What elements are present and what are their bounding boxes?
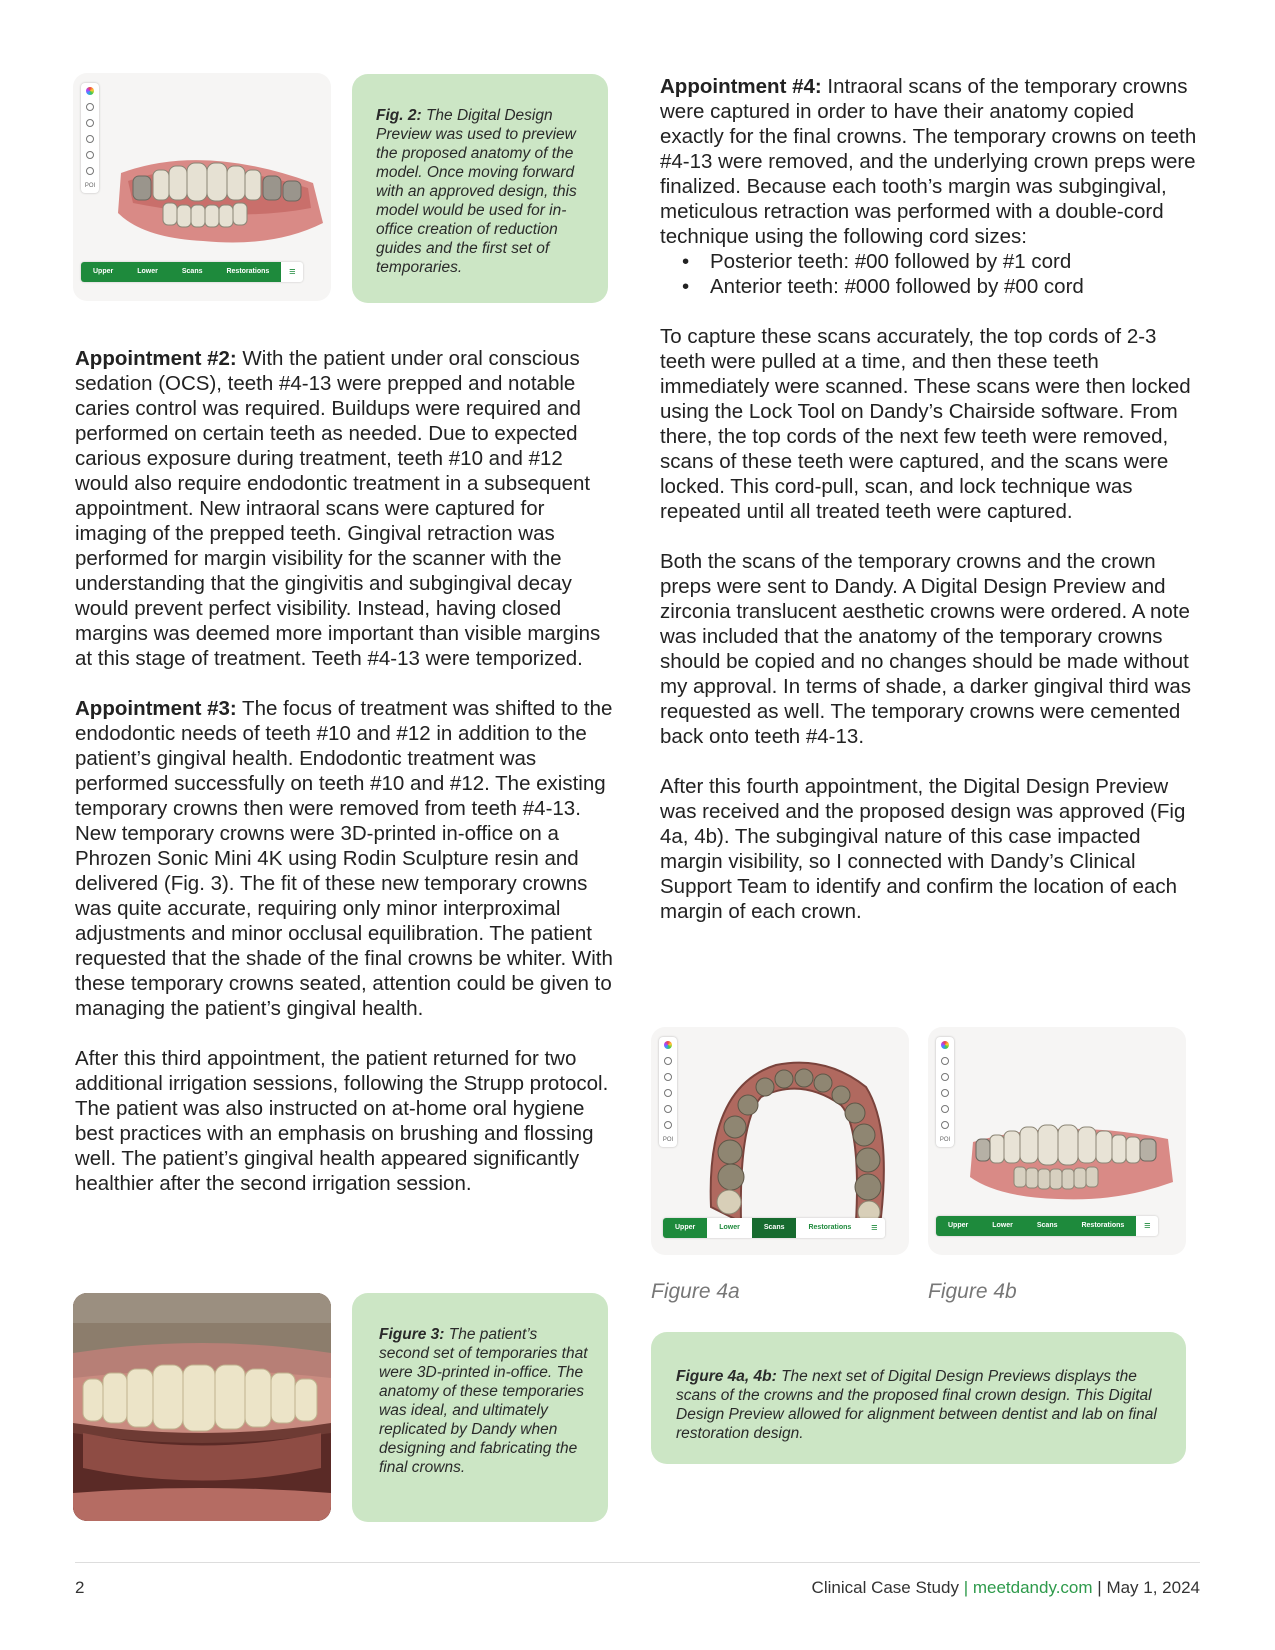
fig4-caption-label: Figure 4a, 4b: — [676, 1368, 777, 1385]
viewer-tabbar — [663, 1218, 885, 1238]
viewer-tabbar — [936, 1216, 1158, 1236]
tab-upper[interactable]: Upper — [663, 1218, 707, 1238]
footer-date: May 1, 2024 — [1106, 1578, 1200, 1597]
menu-icon[interactable]: ≡ — [289, 266, 296, 278]
list-item: • Anterior teeth: #000 followed by #00 cord — [660, 274, 1200, 299]
tab-restorations[interactable]: Restorations — [214, 262, 281, 282]
fig2-caption-box — [352, 74, 608, 303]
tab-restorations[interactable]: Restorations — [796, 1218, 863, 1238]
footer-separator: | — [963, 1578, 969, 1597]
fig2-caption-text: The Digital Design Preview was used to preview the proposed anatomy of the model. Once moving forward with an approved design, this model would be used for in-office creation of reduction guides and the first set of temporaries. — [376, 107, 577, 276]
fig2-viewer — [73, 73, 331, 301]
right-column — [660, 74, 1200, 924]
fig2-caption — [376, 106, 594, 277]
footer-doc-title: Clinical Case Study — [811, 1578, 959, 1597]
fig4b-viewer — [928, 1027, 1186, 1255]
tab-scans[interactable]: Scans — [170, 262, 215, 282]
appointment-4-paragraph — [660, 74, 1200, 249]
tab-upper[interactable]: Upper — [936, 1216, 980, 1236]
fig3-photo — [73, 1293, 331, 1521]
fig4-caption-text: The next set of Digital Design Previews displays the scans of the crowns and the proposed final crown design. This Digital Design Preview allowed for alignment between dentist and lab on final restoration design. — [676, 1368, 1157, 1442]
appointment-3-text: The focus of treatment was shifted to the endodontic needs of teeth #10 and #12 in addition to the patient’s gingival health. Endodontic treatment was performed successfully on teeth #10 and #12. The existing temporary crowns then were removed from teeth #4-13. New temporary crowns were 3D-printed in-office on a Phrozen Sonic Mini 4K using Rodin Sculpture resin and delivered (Fig. 3). The fit of these new temporary crowns was quite accurate, requiring only minor interproximal adjustments and minor occlusal equilibration. The patient requested that the shade of the final crowns be whiter. With these temporary crowns seated, attention could be given to managing the patient’s gingival health. — [75, 697, 613, 1020]
capture-paragraph: To capture these scans accurately, the top cords of 2-3 teeth were pulled at a time, and then these teeth immediately were scanned. These scans were then locked using the Lock Tool on Dandy’s Chairside software. From there, the top cords of the next few teeth were removed, scans of these teeth were captured, and the scans were locked. This cord-pull, scan, and lock technique was repeated until all treated teeth were captured. — [660, 325, 1191, 523]
menu-icon[interactable]: ≡ — [1144, 1220, 1151, 1232]
page-number: 2 — [75, 1578, 85, 1597]
fig2-caption-label: Fig. 2: — [376, 107, 422, 124]
fig3-caption-box — [352, 1293, 608, 1522]
list-item: • Posterior teeth: #00 followed by #1 cord — [660, 249, 1200, 274]
tab-lower[interactable]: Lower — [125, 262, 170, 282]
appointment-2-text: With the patient under oral conscious sedation (OCS), teeth #4-13 were prepped and notable caries control was required. Buildups were required and performed on certain teeth as needed. Due to expected carious exposure during treatment, teeth #10 and #12 would also require endodontic treatment in a subsequent appointment. New intraoral scans were captured for imaging of the prepped teeth. Gingival retraction was performed for margin visibility for the scanner with the understanding that the gingivitis and subgingival decay would prevent perfect visibility. Instead, having closed margins was deemed more important than visible margins at this stage of treatment. Teeth #4-13 were temporized. — [75, 347, 601, 670]
fig3-caption — [379, 1325, 589, 1477]
smile-photo-image — [73, 1293, 331, 1521]
tab-lower[interactable]: Lower — [707, 1218, 752, 1238]
footer-meta — [812, 1578, 1200, 1598]
fig4a-viewer — [651, 1027, 909, 1255]
poi-label[interactable]: POI — [662, 1137, 674, 1143]
viewer-tabbar — [81, 262, 303, 282]
poi-label[interactable]: POI — [939, 1137, 951, 1143]
menu-icon[interactable]: ≡ — [871, 1222, 878, 1234]
footer-divider — [75, 1562, 1200, 1563]
footer-separator: | — [1097, 1578, 1102, 1597]
appointment-4-label: Appointment #4: — [660, 75, 822, 98]
tab-scans[interactable]: Scans — [752, 1218, 797, 1238]
tab-upper[interactable]: Upper — [81, 262, 125, 282]
appointment-3-paragraph — [75, 696, 615, 1021]
figure-4a-label: Figure 4a — [651, 1280, 740, 1303]
appointment-2-label: Appointment #2: — [75, 347, 237, 370]
appointment-2-paragraph — [75, 346, 615, 671]
tab-scans[interactable]: Scans — [1025, 1216, 1070, 1236]
after-third-paragraph: After this third appointment, the patient returned for two additional irrigation sessions, following the Strupp protocol. The patient was also instructed on at-home oral hygiene best practices with an emphasis on brushing and flossing well. The patient’s gingival health appeared significantly healthier after the second irrigation session. — [75, 1047, 609, 1195]
tab-restorations[interactable]: Restorations — [1069, 1216, 1136, 1236]
footer-site-link[interactable]: meetdandy.com — [972, 1578, 1093, 1597]
fig4-caption — [676, 1367, 1166, 1443]
tab-lower[interactable]: Lower — [980, 1216, 1025, 1236]
appointment-3-label: Appointment #3: — [75, 697, 237, 720]
fig3-caption-text: The patient’s second set of temporaries that were 3D-printed in-office. The anatomy of these temporaries was ideal, and ultimately replicated by Dandy when designing and fabricating the final crowns. — [379, 1326, 588, 1476]
fig3-caption-label: Figure 3: — [379, 1326, 445, 1343]
poi-label[interactable]: POI — [84, 183, 96, 189]
after-fourth-paragraph: After this fourth appointment, the Digital Design Preview was received and the proposed design was approved (Fig 4a, 4b). The subgingival nature of this case impacted margin visibility, so I connected with Dandy’s Clinical Support Team to identify and confirm the location of each margin of each crown. — [660, 775, 1186, 923]
both-scans-paragraph: Both the scans of the temporary crowns and the crown preps were sent to Dandy. A Digital Design Preview and zirconia translucent aesthetic crowns were ordered. A note was included that the anatomy of the temporary crowns should be copied and no changes should be made without my approval. In terms of shade, a darker gingival third was requested as well. The temporary crowns were cemented back onto teeth #4-13. — [660, 550, 1191, 748]
figure-4b-label: Figure 4b — [928, 1280, 1017, 1303]
left-column — [75, 346, 615, 1196]
cord-size-list — [660, 249, 1200, 299]
fig4-caption-box — [651, 1332, 1186, 1464]
appointment-4-text: Intraoral scans of the temporary crowns were captured in order to have their anatomy copied exactly for the final crowns. The temporary crowns on teeth #4-13 were removed, and the underlying crown preps were finalized. Because each tooth’s margin was subgingival, meticulous retraction was performed with a double-cord technique using the following cord sizes: — [660, 75, 1197, 248]
